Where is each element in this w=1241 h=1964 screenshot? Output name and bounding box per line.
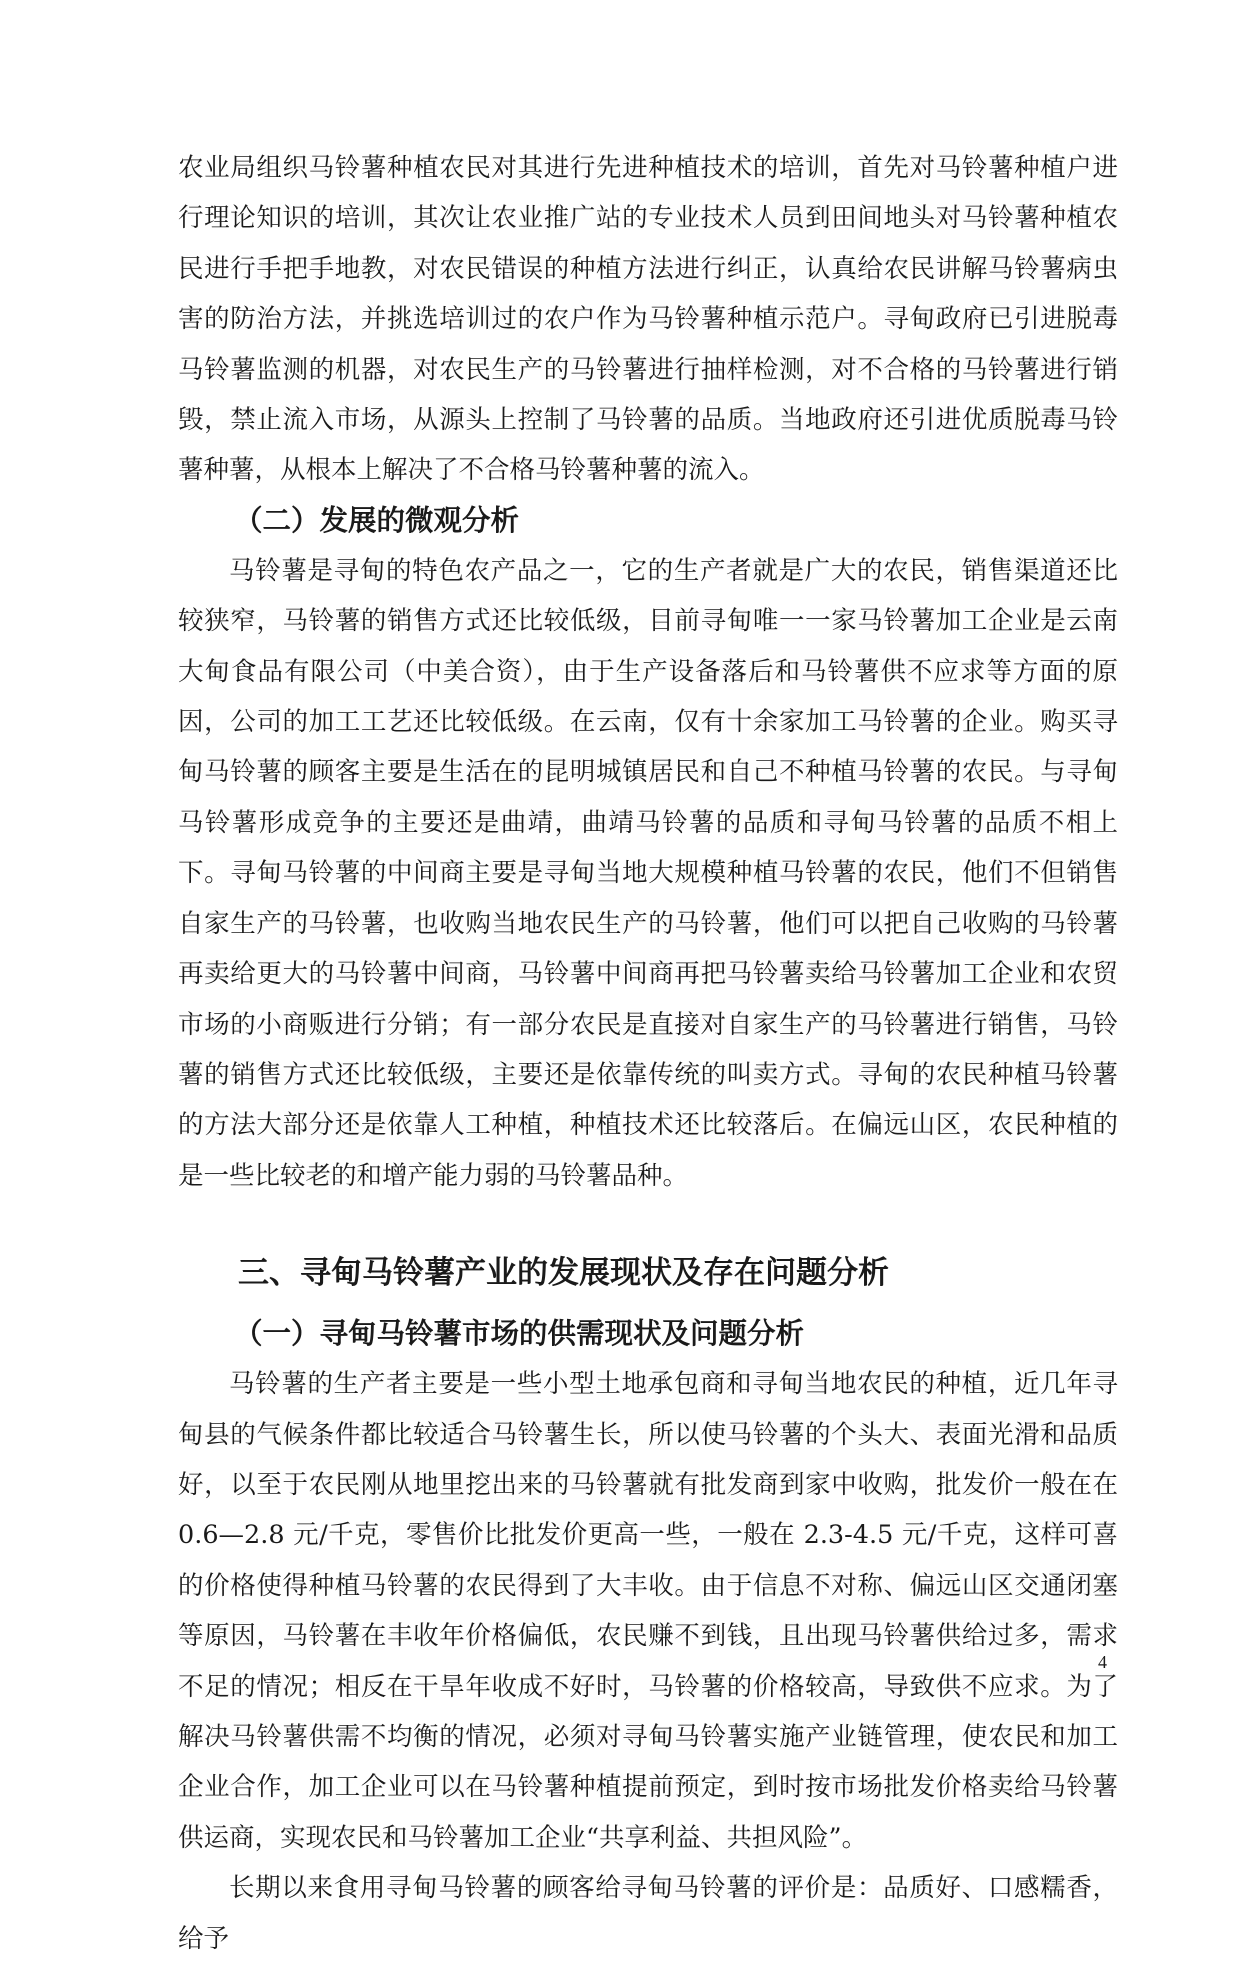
heading-section-three: 三、寻甸马铃薯产业的发展现状及存在问题分析	[238, 1255, 889, 1292]
paragraph-training: 农业局组织马铃薯种植农民对其进行先进种植技术的培训，首先对马铃薯种植户进行理论知识的培训，其次让农业推广站的专业技术人员到田间地头对马铃薯种植农民进行手把手地教，对农民错误的种植方法进行纠正，认真给农民讲解马铃薯病虫害的防治方法，并挑选培训过的农户作为马铃薯种植示范户。寻甸政府已引进脱毒马铃薯监测的机器，对农民生产的马铃薯进行抽样检测，对不合格的马铃薯进行销毁，禁止流入市场，从源头上控制了马铃薯的品质。当地政府还引进优质脱毒马铃薯种薯，从根本上解决了不合格马铃薯种薯的流入。	[178, 153, 1118, 486]
document-body	[178, 143, 1118, 1964]
page-number: 4	[1098, 1652, 1107, 1672]
paragraph-supply-demand: 马铃薯的生产者主要是一些小型土地承包商和寻甸当地农民的种植，近几年寻甸县的气候条件都比较适合马铃薯生长，所以使马铃薯的个头大、表面光滑和品质好，以至于农民刚从地里挖出来的马铃薯就有批发商到家中收购，批发价一般在在 0.6—2.8 元/千克，零售价比批发价更高一些，一般在 2.3-4.5 元/千克，这样可喜的价格使得种植马铃薯的农民得到了大丰收。由于信息不对称、偏远山区交通闭塞等原因，马铃薯在丰收年价格偏低，农民赚不到钱，且出现马铃薯供给过多，需求不足的情况；相反在干旱年收成不好时，马铃薯的价格较高，导致供不应求。为了解决马铃薯供需不均衡的情况，必须对寻甸马铃薯实施产业链管理，使农民和加工企业合作，加工企业可以在马铃薯种植提前预定，到时按市场批发价格卖给马铃薯供运商，实现农民和马铃薯加工企业“共享利益、共担风险”。	[178, 1369, 1118, 1853]
paragraph-customer-evaluation: 长期以来食用寻甸马铃薯的顾客给寻甸马铃薯的评价是：品质好、口感糯香，给予	[178, 1873, 1118, 1954]
heading-supply-demand: （一）寻甸马铃薯市场的供需现状及问题分析	[234, 1317, 805, 1351]
heading-micro-analysis: （二）发展的微观分析	[234, 503, 520, 537]
paragraph-micro-analysis: 马铃薯是寻甸的特色农产品之一，它的生产者就是广大的农民，销售渠道还比较狭窄，马铃薯的销售方式还比较低级，目前寻甸唯一一家马铃薯加工企业是云南大甸食品有限公司（中美合资），由于生产设备落后和马铃薯供不应求等方面的原因，公司的加工工艺还比较低级。在云南，仅有十余家加工马铃薯的企业。购买寻甸马铃薯的顾客主要是生活在的昆明城镇居民和自己不种植马铃薯的农民。与寻甸马铃薯形成竞争的主要还是曲靖，曲靖马铃薯的品质和寻甸马铃薯的品质不相上下。寻甸马铃薯的中间商主要是寻甸当地大规模种植马铃薯的农民，他们不但销售自家生产的马铃薯，也收购当地农民生产的马铃薯，他们可以把自己收购的马铃薯再卖给更大的马铃薯中间商，马铃薯中间商再把马铃薯卖给马铃薯加工企业和农贸市场的小商贩进行分销；有一部分农民是直接对自家生产的马铃薯进行销售，马铃薯的销售方式还比较低级，主要还是依靠传统的叫卖方式。寻甸的农民种植马铃薯的方法大部分还是依靠人工种植，种植技术还比较落后。在偏远山区，农民种植的是一些比较老的和增产能力弱的马铃薯品种。	[178, 555, 1118, 1191]
